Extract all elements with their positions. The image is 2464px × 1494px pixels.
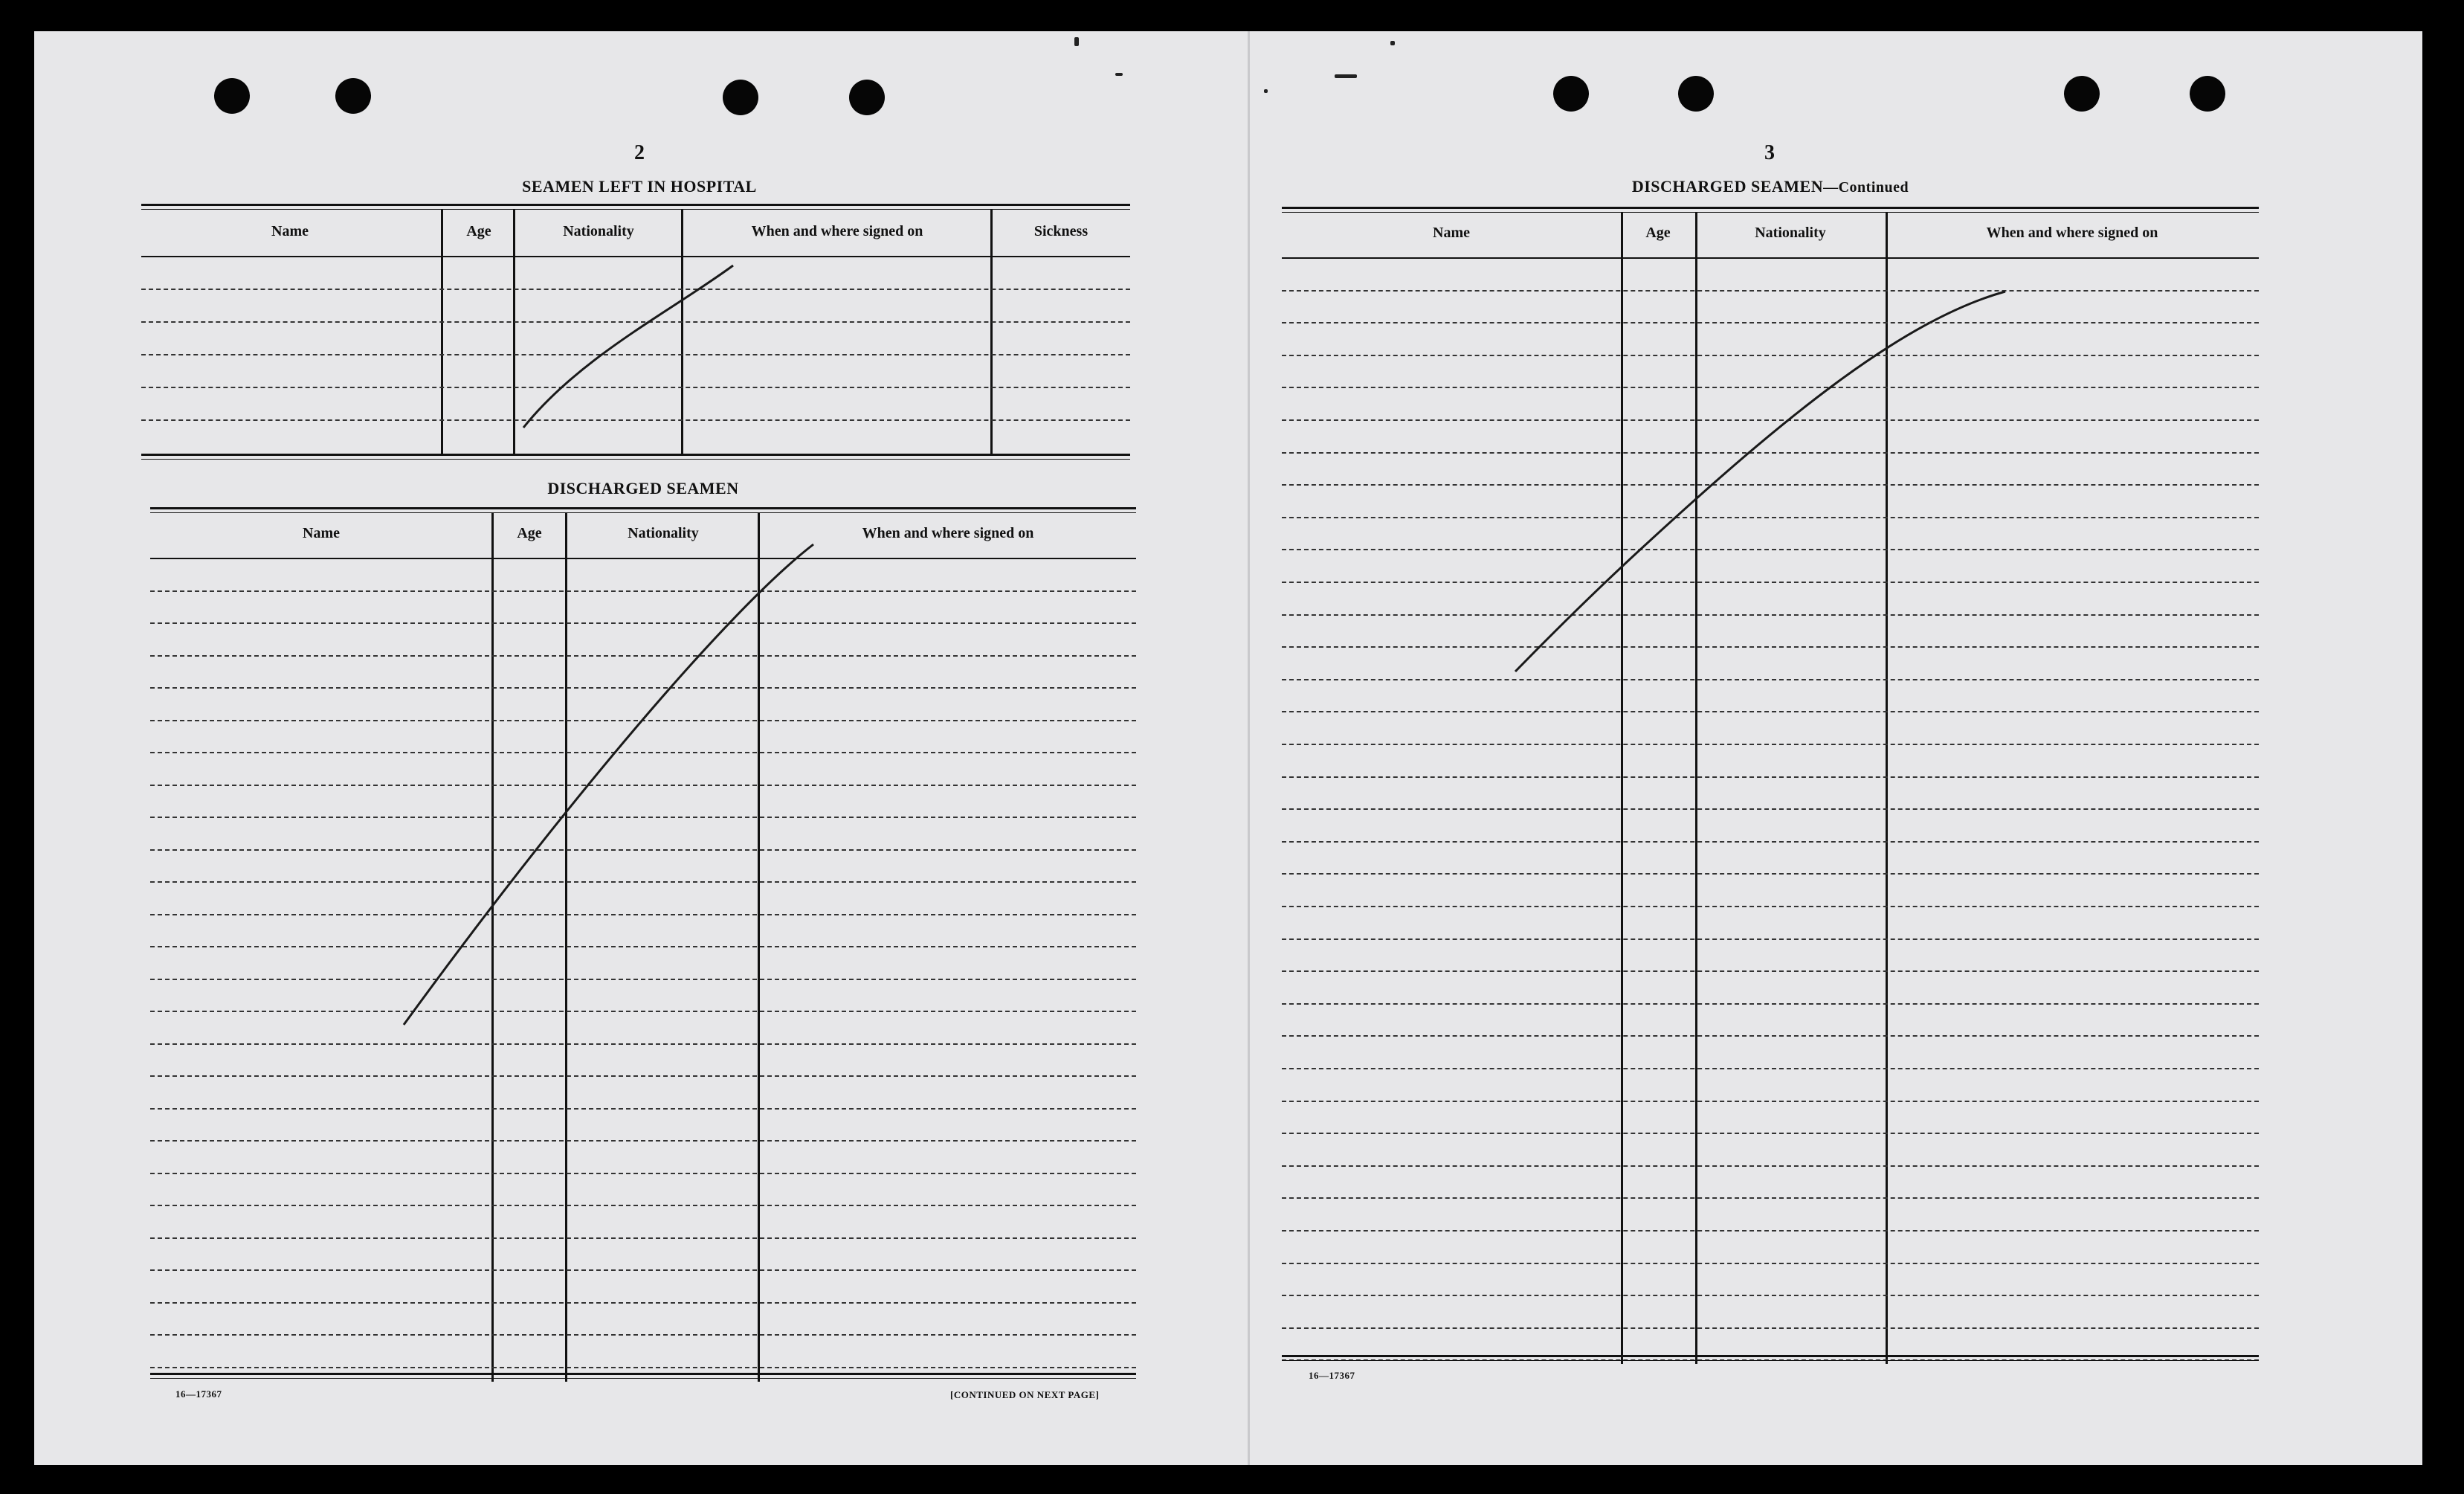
page-number-left: 2	[634, 141, 645, 164]
column-header-signed-on: When and where signed on	[862, 525, 1034, 541]
discharged-continued-title-main: DISCHARGED SEAMEN	[1631, 177, 1824, 196]
discharged-section-title: DISCHARGED SEAMEN	[547, 479, 739, 498]
column-header-signed-on: When and where signed on	[751, 223, 923, 239]
continued-note: [CONTINUED ON NEXT PAGE]	[950, 1389, 1100, 1400]
form-number-left: 16—17367	[175, 1388, 222, 1400]
pen-stroke-discharged-right	[1515, 292, 2005, 672]
column-header-nationality: Nationality	[563, 223, 634, 239]
pen-stroke-discharged-left	[404, 544, 813, 1025]
column-header-age: Age	[1645, 225, 1671, 241]
pen-stroke-hospital	[523, 265, 733, 428]
column-header-sickness: Sickness	[1033, 223, 1089, 239]
discharged-continued-title-suffix: —Continued	[1823, 179, 1909, 196]
column-header-age: Age	[517, 525, 542, 541]
page-number-right: 3	[1764, 141, 1775, 164]
column-header-signed-on: When and where signed on	[1986, 225, 2158, 241]
form-number-right: 16—17367	[1309, 1370, 1355, 1381]
column-header-age: Age	[466, 223, 491, 239]
column-header-name: Name	[303, 525, 340, 541]
column-header-nationality: Nationality	[628, 525, 699, 541]
column-header-name: Name	[1433, 225, 1470, 241]
hospital-section-title: SEAMEN LEFT IN HOSPITAL	[522, 177, 757, 196]
column-header-name: Name	[271, 223, 309, 239]
column-header-nationality: Nationality	[1755, 225, 1826, 241]
